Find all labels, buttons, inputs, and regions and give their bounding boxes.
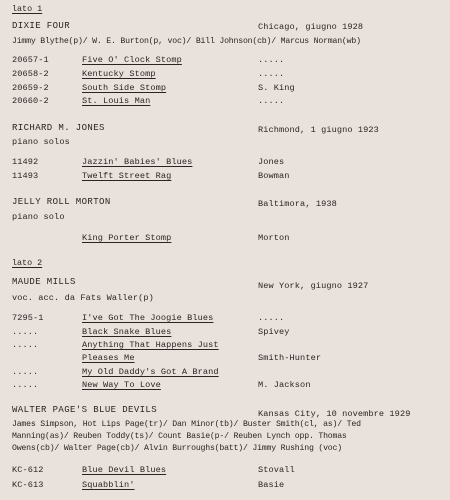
composer-credit: M. Jackson [258, 380, 311, 390]
track-title: New Way To Love [82, 380, 161, 390]
session-place-date: Richmond, 1 giugno 1923 [258, 125, 379, 135]
personnel: Owens(cb)/ Walter Page(cb)/ Alvin Burroughs(batt)/ Jimmy Rushing (voc) [12, 444, 342, 453]
artist-name: JELLY ROLL MORTON [12, 197, 111, 207]
composer-credit: S. King [258, 83, 295, 93]
instrument-note: piano solo [12, 212, 65, 222]
track-title: Squabblin' [82, 480, 135, 490]
instrument-note: piano solos [12, 137, 70, 147]
track-title: Black Snake Blues [82, 327, 172, 337]
side-heading: lato 2 [12, 258, 43, 268]
session-place-date: Chicago, giugno 1928 [258, 22, 364, 32]
artist-name: RICHARD M. JONES [12, 123, 105, 133]
track-title: Kentucky Stomp [82, 69, 156, 79]
track-title: I've Got The Joogie Blues [82, 313, 214, 323]
personnel: James Simpson, Hot Lips Page(tr)/ Dan Minor(tb)/ Buster Smith(cl, as)/ Ted [12, 420, 361, 429]
session-place-date: Baltimora, 1938 [258, 199, 337, 209]
matrix-number: 11492 [12, 157, 39, 167]
personnel: Manning(as)/ Reuben Toddy(ts)/ Count Basie(p-/ Reuben Lynch opp. Thomas [12, 432, 347, 441]
personnel: Jimmy Blythe(p)/ W. E. Burton(p, voc)/ Bill Johnson(cb)/ Marcus Norman(wb) [12, 37, 361, 46]
session-place-date: Kansas City, 10 novembre 1929 [258, 409, 411, 419]
instrument-note: voc. acc. da Fats Waller(p) [12, 293, 154, 303]
track-title: Blue Devil Blues [82, 465, 167, 475]
matrix-number: 20659-2 [12, 83, 49, 93]
composer-credit: Stovall [258, 465, 295, 475]
composer-credit: Morton [258, 233, 290, 243]
side-heading: lato 1 [12, 4, 43, 14]
matrix-number: KC-613 [12, 480, 44, 490]
artist-name: DIXIE FOUR [12, 21, 71, 31]
matrix-number: ..... [12, 367, 39, 377]
track-title: Twelft Street Rag [82, 171, 172, 181]
matrix-number: ..... [12, 340, 39, 350]
composer-credit: ..... [258, 55, 285, 65]
composer-credit: Basie [258, 480, 285, 490]
track-title: Pleases Me [82, 353, 135, 363]
matrix-number: 7295-1 [12, 313, 44, 323]
matrix-number: 20660-2 [12, 96, 49, 106]
matrix-number: 20657-1 [12, 55, 49, 65]
track-title: St. Louis Man [82, 96, 151, 106]
track-title: Five O' Clock Stomp [82, 55, 182, 65]
matrix-number: ..... [12, 327, 39, 337]
track-title: My Old Daddy's Got A Brand [82, 367, 219, 377]
composer-credit: Smith-Hunter [258, 353, 322, 363]
composer-credit: ..... [258, 69, 285, 79]
composer-credit: Bowman [258, 171, 290, 181]
composer-credit: ..... [258, 96, 285, 106]
matrix-number: ..... [12, 380, 39, 390]
composer-credit: Jones [258, 157, 285, 167]
artist-name: MAUDE MILLS [12, 277, 76, 287]
artist-name: WALTER PAGE'S BLUE DEVILS [12, 405, 158, 415]
track-title: South Side Stomp [82, 83, 167, 93]
session-place-date: New York, giugno 1927 [258, 281, 369, 291]
track-title: Anything That Happens Just [82, 340, 219, 350]
composer-credit: ..... [258, 313, 285, 323]
track-title: King Porter Stomp [82, 233, 172, 243]
composer-credit: Spivey [258, 327, 290, 337]
matrix-number: KC-612 [12, 465, 44, 475]
matrix-number: 20658-2 [12, 69, 49, 79]
track-title: Jazzin' Babies' Blues [82, 157, 193, 167]
matrix-number: 11493 [12, 171, 39, 181]
